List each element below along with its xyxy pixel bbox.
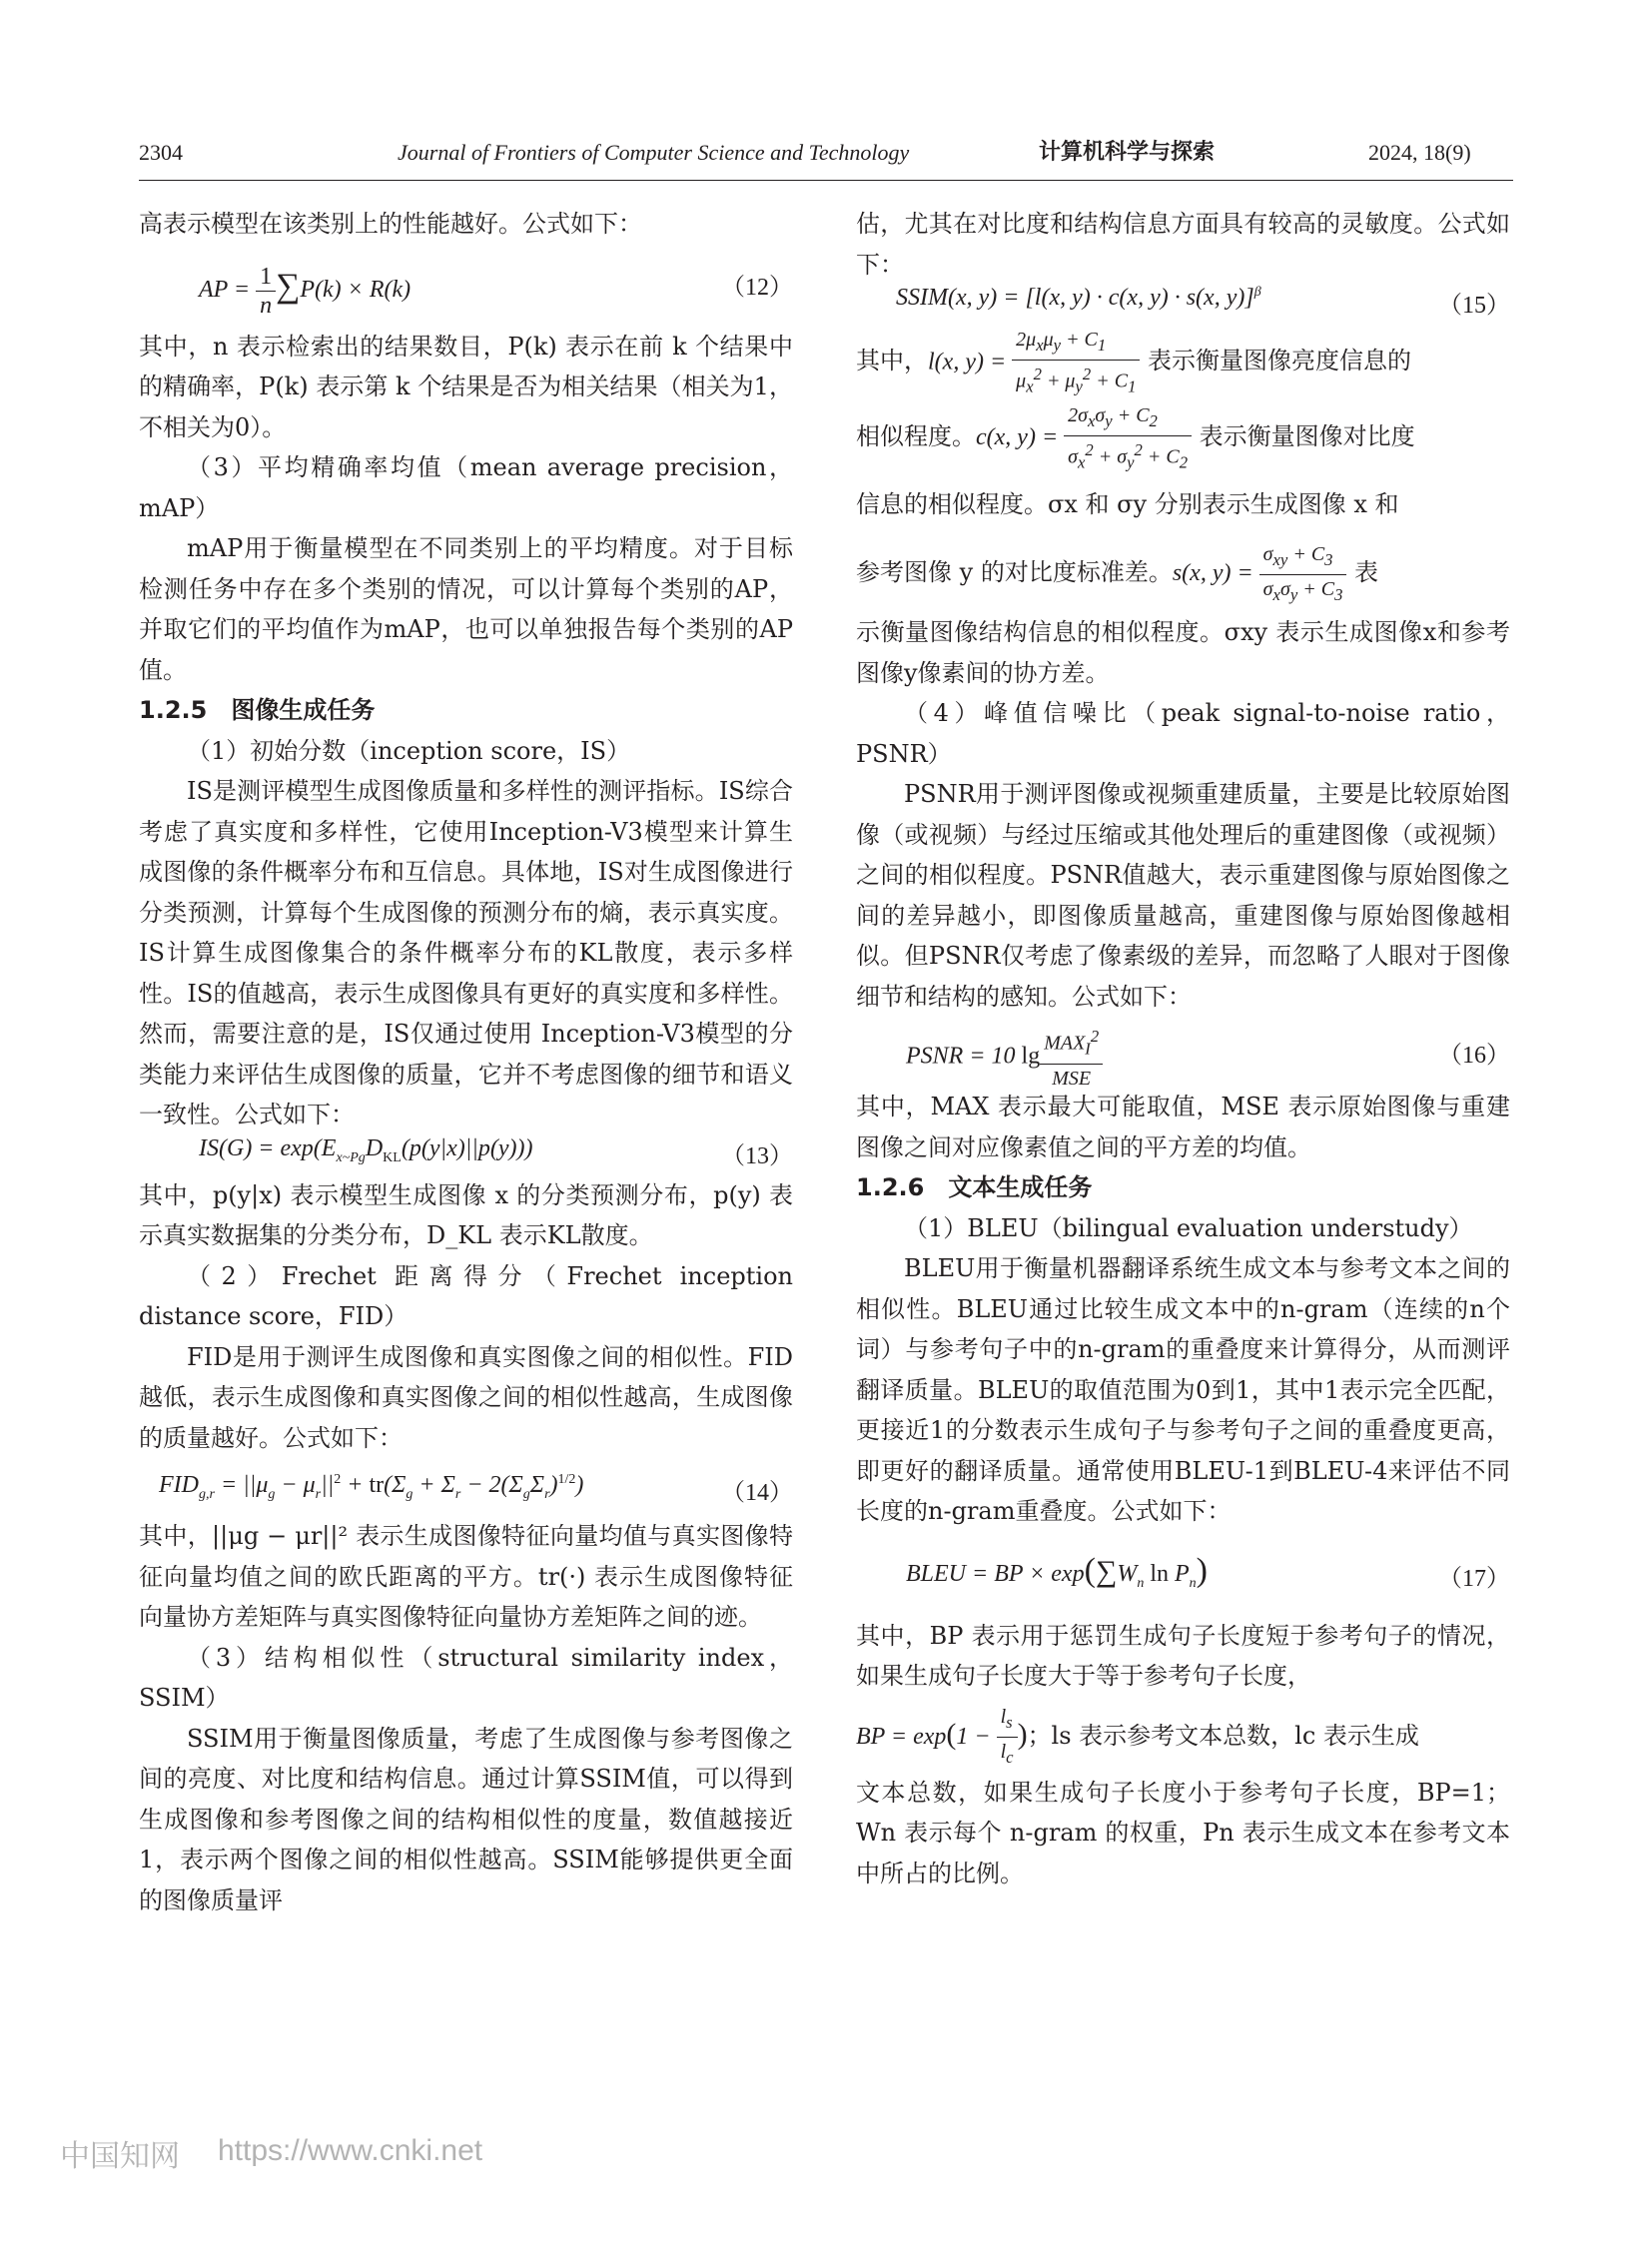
paragraph: 其中，l(x, y) = $\frac{2\mu_x\mu_y + C_1}{\mu_x^2 + \mu_y^2 + C_1}$ 表示衡量图像亮度信息的 bbox=[856, 325, 1510, 396]
right-column bbox=[856, 204, 1510, 1893]
paragraph: mAP用于衡量模型在不同类别上的平均精度。对于目标检测任务中存在多个类别的情况，可以计算每个类别的AP，并取它们的平均值作为mAP，也可以单独报告每个类别的AP值。 bbox=[139, 534, 793, 684]
page-number: 2304 bbox=[139, 140, 183, 165]
paragraph: （4）峰值信噪比（peak signal-to-noise ratio，PSNR） bbox=[856, 699, 1510, 768]
formula-14: $FID_{g,r} = ||\mu_g - \mu_r||^2 + tr(\Sigma_g + \Sigma_r - 2(\Sigma_g\Sigma_r)^{1/2})$ （14） bbox=[159, 1472, 793, 1506]
equation-number: （14） bbox=[721, 1480, 793, 1506]
paragraph: PSNR用于测评图像或视频重建质量，主要是比较原始图像（或视频）与经过压缩或其他处理后的重建图像（或视频）之间的相似程度。PSNR值越大，表示重建图像与原始图像之间的差异越小，即图像质量越高，重建图像与原始图像越相似。但PSNR仅考虑了像素级的差异，而忽略了人眼对于图像细节和结构的感知。公式如下： bbox=[856, 780, 1510, 1011]
equation-number: （12） bbox=[721, 274, 793, 301]
formula-15: SSIM(x, y) = [l(x, y) · c(x, y) · s(x, y)]$^\beta$ （15） bbox=[896, 285, 1510, 319]
paragraph: 其中，||μg − μr||² 表示生成图像特征向量均值与真实图像特征向量均值之间的欧氏距离的平方。tr(·) 表示生成图像特征向量协方差矩阵与真实图像特征向量协方差矩阵之间的迹。 bbox=[139, 1522, 793, 1631]
paragraph: （1）初始分数（inception score，IS） bbox=[187, 736, 631, 765]
volume-issue: 2024, 18(9) bbox=[1368, 140, 1471, 165]
section-heading: 1.2.6 文本生成任务 bbox=[856, 1173, 1093, 1201]
paragraph: 其中，BP 表示用于惩罚生成句子长度短于参考句子的情况，如果生成句子长度大于等于参考句子长度， bbox=[856, 1621, 1510, 1690]
paragraph: BP = exp(1 − $\frac{l_s}{l_c}$ )；ls 表示参考文本总数，lc 表示生成 bbox=[856, 1697, 1510, 1773]
paragraph: BLEU用于衡量机器翻译系统生成文本与参考文本之间的相似性。BLEU通过比较生成文本中的n-gram（连续的n个词）与参考句子中的n-gram的重叠度来计算得分，从而测评翻译质量。BLEU的取值范围为0到1，其中1表示完全匹配，更接近1的分数表示生成句子与参考句子之间的重叠度更高，即更好的翻译质量。通常使用BLEU-1到BLEU-4来评估不同长度的n-gram重叠度。公式如下： bbox=[856, 1254, 1510, 1525]
paragraph: 其中，MAX 表示最大可能取值，MSE 表示原始图像与重建图像之间对应像素值之间的平方差的均值。 bbox=[856, 1093, 1510, 1161]
paragraph: 文本总数，如果生成句子长度小于参考句子长度，BP=1；Wn 表示每个 n-gram 的权重，Pn 表示生成文本在参考文本中所占的比例。 bbox=[856, 1778, 1510, 1887]
paragraph: （1）BLEU（bilingual evaluation understudy） bbox=[904, 1213, 1473, 1242]
paragraph: （3）平均精确率均值（mean average precision，mAP） bbox=[139, 453, 793, 522]
cnki-url-watermark: https://www.cnki.net bbox=[218, 2134, 483, 2167]
formula-12: AP = $\frac{1}{n}$ ∑P(k) × R(k) （12） bbox=[199, 263, 793, 319]
paragraph: 其中，n 表示检索出的结果数目，P(k) 表示在前 k 个结果中的精确率，P(k) 表示第 k 个结果是否为相关结果（相关为1，不相关为0）。 bbox=[139, 332, 793, 441]
paragraph: 示衡量图像结构信息的相似程度。σxy 表示生成图像x和参考图像y像素间的协方差。 bbox=[856, 618, 1510, 687]
journal-title-cn: 计算机科学与探索 bbox=[1039, 140, 1216, 165]
equation-number: （17） bbox=[1438, 1565, 1510, 1592]
paragraph: IS是测评模型生成图像质量和多样性的测评指标。IS综合考虑了真实度和多样性，它使用Inception-V3模型来计算生成图像的条件概率分布和互信息。具体地，IS对生成图像进行分类预测，计算每个生成图像的预测分布的熵，表示真实度。IS计算生成图像集合的条件概率分布的KL散度，表示多样性。IS的值越高，表示生成图像具有更好的真实度和多样性。然而，需要注意的是，IS仅通过使用 Inception-V3模型的分类能力来评估生成图像的质量，它并不考虑图像的细节和语义一致性。公式如下： bbox=[139, 777, 793, 1128]
equation-number: （15） bbox=[1438, 293, 1510, 319]
formula-13: $IS(G) = \exp(E_{x\sim Pg}D_{KL}(p(y|x)||p(y)))$ （13） bbox=[199, 1134, 793, 1169]
paragraph: 信息的相似程度。σx 和 σy 分别表示生成图像 x 和 bbox=[856, 490, 1399, 518]
paragraph: 参考图像 y 的对比度标准差。s(x, y) = $\frac{\sigma_{xy} + C_3}{\sigma_x\sigma_y + C_3}$ 表 bbox=[856, 532, 1510, 612]
formula-17: BLEU = BP × $\exp(\sum W_n$ $\ln P_n$) （17） bbox=[906, 1551, 1510, 1592]
paragraph: SSIM用于衡量图像质量，考虑了生成图像与参考图像之间的亮度、对比度和结构信息。通过计算SSIM值，可以得到生成图像和参考图像之间的结构相似性的度量，数值越接近1，表示两个图像之间的相似性越高。SSIM能够提供更全面的图像质量评 bbox=[139, 1724, 793, 1914]
journal-title-en: Journal of Frontiers of Computer Science and Technology bbox=[398, 140, 910, 165]
formula-16: PSNR = 10 lg $\frac{MAX_I^2}{\text{MSE}}$ （16） bbox=[856, 1017, 1510, 1087]
paragraph: 估，尤其在对比度和结构信息方面具有较高的灵敏度。公式如下： bbox=[856, 210, 1510, 279]
paragraph: （2）Frechet 距离得分（Frechet inception distance score，FID） bbox=[139, 1261, 793, 1330]
left-column bbox=[139, 204, 793, 1920]
paragraph: 高表示模型在该类别上的性能越好。公式如下： bbox=[139, 210, 642, 238]
paragraph: （3）结构相似性（structural similarity index，SSIM） bbox=[139, 1643, 793, 1712]
header-rule bbox=[139, 180, 1513, 181]
section-heading: 1.2.5 图像生成任务 bbox=[139, 696, 376, 724]
paragraph: 相似程度。c(x, y) = $\frac{2\sigma_x\sigma_y + C_2}{\sigma_x^2 + \sigma_y^2 + C_2}$ 表示衡量图像对比度 bbox=[856, 396, 1510, 476]
paragraph: 其中，p(y|x) 表示模型生成图像 x 的分类预测分布，p(y) 表示真实数据集的分类分布，D_KL 表示KL散度。 bbox=[139, 1180, 793, 1249]
equation-number: （16） bbox=[1438, 1043, 1510, 1069]
cnki-watermark: 中国知网 bbox=[60, 2139, 180, 2174]
paragraph: FID是用于测评生成图像和真实图像之间的相似性。FID越低，表示生成图像和真实图像之间的相似性越高，生成图像的质量越好。公式如下： bbox=[139, 1342, 793, 1452]
equation-number: （13） bbox=[721, 1142, 793, 1169]
